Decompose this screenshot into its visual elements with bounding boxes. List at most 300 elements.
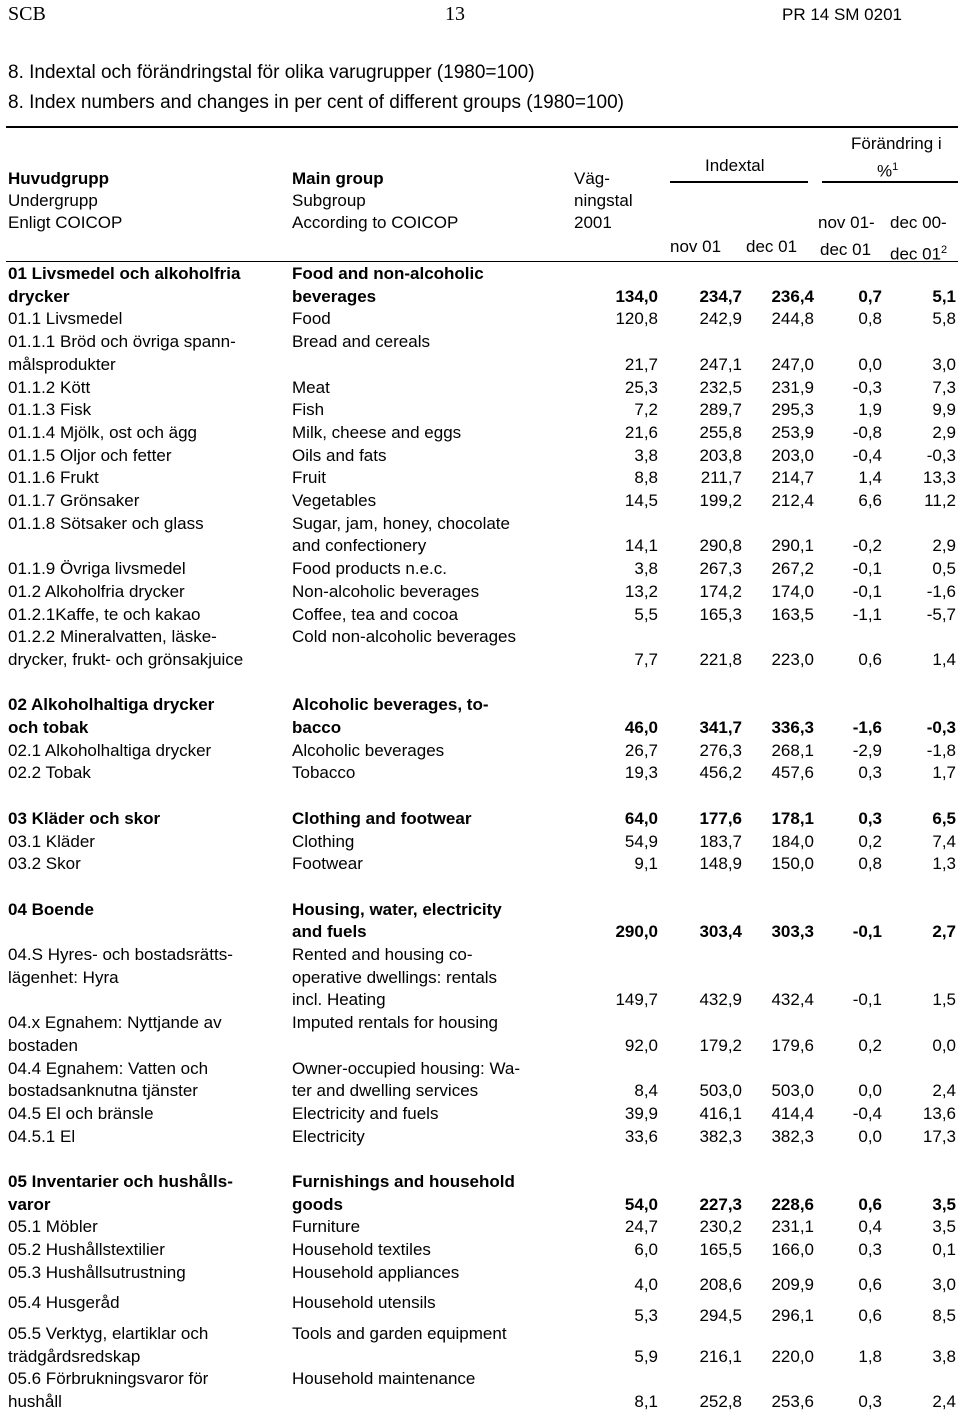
group-name-sv-line: 05.1 Möbler [8,1217,98,1237]
weight-value: 13,2 [624,581,658,601]
table-row [0,1292,960,1323]
table-row [0,1216,960,1239]
change-year-value: 3,8 [932,1346,956,1366]
group-name-en [292,626,582,671]
change-month-value: 0,0 [858,354,882,374]
group-name-sv-line: 04.x Egnahem: Nyttjande av [8,1013,222,1033]
weight-value: 25,3 [624,377,658,397]
change-year-value: 3,0 [932,354,956,374]
change-month-value: -0,8 [852,422,882,442]
group-name-en [292,899,582,944]
group-name-en-line: Fruit [292,468,326,488]
change-year-value: 0,1 [932,1240,956,1260]
change-year-value: 17,3 [922,1126,956,1146]
header-subgroup: Subgroup [292,191,366,210]
change-month-value: 0,0 [858,1126,882,1146]
index-dec01-value: 220,0 [771,1346,814,1366]
table-row [0,331,960,376]
table-title-en: 8. Index numbers and changes in per cent of different groups (1980=100) [8,92,624,113]
table-row [0,853,960,876]
group-name-sv [8,558,290,581]
group-name-sv-line: 03.1 Kläder [8,831,95,851]
change-year-value: 13,3 [922,468,956,488]
group-name-sv [8,445,290,468]
table-row [0,513,960,558]
group-name-sv-line: 03.2 Skor [8,854,81,874]
group-name-sv-line: trädgårdsredskap [8,1346,141,1366]
weight-value: 26,7 [624,740,658,760]
table-row [0,1239,960,1262]
group-name-en-line: Vegetables [292,491,377,510]
group-name-en [292,762,582,785]
top-rule [6,126,958,128]
group-name-sv [8,944,290,1012]
group-name-sv-line: drycker [8,286,70,306]
change-year-value: 2,4 [932,1392,956,1412]
group-name-en [292,831,582,854]
header-percent: %$^1$ [877,161,899,181]
table-row [0,1012,960,1057]
indextal-rule [670,181,808,183]
weight-value: 3,8 [634,559,658,579]
index-dec01-value: 457,6 [771,763,814,783]
index-nov01-value: 247,1 [699,354,742,374]
group-name-en [292,1171,582,1216]
group-name-sv [8,626,290,671]
weight-value: 21,6 [624,422,658,442]
group-name-en [292,467,582,490]
weight-value: 290,0 [615,922,658,942]
index-nov01-value: 416,1 [699,1103,742,1123]
index-nov01-value: 165,3 [699,604,742,624]
group-name-sv [8,490,290,513]
group-name-en [292,1012,582,1057]
index-nov01-value: 230,2 [699,1217,742,1237]
group-name-sv [8,1126,290,1149]
group-name-en [292,853,582,876]
group-name-sv-line: 02.1 Alkoholhaltiga drycker [8,740,212,760]
group-name-sv-line: 02.2 Tobak [8,763,91,783]
table-title-sv: 8. Indextal och förändringstal för olika varugrupper (1980=100) [8,62,535,83]
header-bottom-rule [6,261,958,262]
index-dec01-value: 290,1 [771,536,814,556]
change-month-value: 6,6 [858,491,882,510]
change-year-value: 1,3 [932,854,956,874]
index-dec01-value: 253,9 [771,422,814,442]
header-change2-line2: dec $01^2$ [890,244,948,264]
index-nov01-value: 276,3 [699,740,742,760]
group-name-en-line: Coffee, tea and cocoa [292,604,459,624]
group-name-sv [8,263,290,308]
group-name-en-line: Owner-occupied housing: Wa- [292,1058,521,1078]
change-year-value: 1,4 [932,649,956,669]
group-name-en-line: Electricity and fuels [292,1103,439,1123]
change-month-value: -0,4 [852,445,882,465]
change-year-value: 3,5 [932,1194,956,1214]
index-nov01-value: 148,9 [699,854,742,874]
change-year-value: -0,3 [926,717,956,737]
group-name-en-line: Food products n.e.c. [292,559,447,579]
group-name-en [292,808,582,831]
group-name-en [292,944,582,1012]
index-dec01-value: 178,1 [771,808,814,828]
group-name-sv [8,1239,290,1262]
weight-value: 19,3 [624,763,658,783]
group-name-sv-line: 04.5.1 El [8,1126,76,1146]
group-name-en [292,445,582,468]
change-year-value: 0,0 [932,1035,956,1055]
index-dec01-value: 432,4 [771,990,814,1010]
group-name-en-line: Clothing and footwear [292,808,472,828]
weight-value: 4,0 [634,1275,658,1295]
weight-value: 3,8 [634,445,658,465]
group-name-sv-line: 01.1.1 Bröd och övriga spann- [8,332,236,352]
group-name-en-line [292,1346,582,1369]
index-nov01-value: 216,1 [699,1346,742,1366]
group-name-en [292,513,582,558]
group-name-sv-line: 01.2.1Kaffe, te och kakao [8,604,201,624]
change-month-value: 0,4 [858,1217,882,1237]
weight-value: 64,0 [624,808,658,828]
table-row [0,1103,960,1126]
index-nov01-value: 177,6 [699,808,742,828]
index-dec01-value: 214,7 [771,468,814,488]
group-name-sv [8,694,290,739]
group-name-sv-line [8,989,290,1012]
group-name-en-line: beverages [292,286,377,306]
group-name-en-line: Household utensils [292,1293,436,1313]
index-nov01-value: 227,3 [699,1194,742,1214]
index-dec01-value: 179,6 [771,1035,814,1055]
group-name-sv-line: målsprodukter [8,354,116,374]
index-dec01-value: 296,1 [771,1305,814,1325]
group-name-sv [8,1058,290,1103]
header-main-group: Main group [292,169,384,188]
change-year-value: -0,3 [926,445,956,465]
group-name-en [292,1058,582,1103]
group-name-en [292,740,582,763]
weight-value: 54,9 [624,831,658,851]
table-row [0,399,960,422]
change-month-value: -1,6 [852,717,882,737]
table-row [0,490,960,513]
header-forandring: Förändring i [851,134,942,153]
index-nov01-value: 267,3 [699,559,742,579]
group-name-en [292,1126,582,1149]
table-row [0,422,960,445]
group-name-sv [8,308,290,331]
page-header [0,0,960,30]
header-weight-1: Väg- [574,169,610,188]
change-month-value: -0,4 [852,1103,882,1123]
table-row [0,445,960,468]
group-name-sv-line: 01.1.3 Fisk [8,400,92,420]
group-name-en [292,1103,582,1126]
group-name-en-line: Bread and cereals [292,332,430,352]
group-name-sv [8,899,290,944]
index-dec01-value: 209,9 [771,1275,814,1295]
forandring-rule [822,181,958,183]
index-dec01-value: 150,0 [771,854,814,874]
index-dec01-value: 268,1 [771,740,814,760]
group-name-en-line [292,1035,582,1058]
change-year-value: 9,9 [932,400,956,420]
table-row [0,944,960,1012]
change-year-value: 13,6 [922,1103,956,1123]
group-name-sv [8,853,290,876]
table-row [0,1171,960,1216]
group-name-en [292,331,582,376]
index-dec01-value: 267,2 [771,559,814,579]
group-name-en-line: Milk, cheese and eggs [292,422,462,442]
group-name-sv [8,422,290,445]
group-name-sv [8,831,290,854]
group-name-en-line: Food and non-alcoholic [292,264,484,283]
change-year-value: 7,3 [932,377,956,397]
group-name-en-line [292,649,582,672]
group-name-en [292,604,582,627]
group-name-en [292,490,582,513]
table-row [0,694,960,739]
change-month-value: 0,6 [858,1305,882,1325]
group-name-en [292,1239,582,1262]
change-year-value: 1,7 [932,763,956,783]
group-name-en-line: Oils and fats [292,445,387,465]
group-name-en-line: and fuels [292,922,367,942]
group-name-sv [8,377,290,400]
table-row [0,1262,960,1293]
group-name-en-line: incl. Heating [292,990,386,1010]
table-row [0,808,960,831]
group-name-sv-line: 04.S Hyres- och bostadsrätts- [8,945,233,964]
group-name-en-line: Fish [292,400,325,420]
index-nov01-value: 341,7 [699,717,742,737]
group-name-sv [8,1012,290,1057]
group-name-sv [8,1368,290,1413]
group-name-sv-line: 05.2 Hushållstextilier [8,1240,165,1260]
group-name-sv [8,331,290,376]
table-row [0,308,960,331]
weight-value: 54,0 [624,1194,658,1214]
group-name-sv-line: 04.4 Egnahem: Vatten och [8,1058,209,1078]
weight-value: 6,0 [634,1240,658,1260]
group-name-sv [8,1323,290,1368]
index-dec01-value: 244,8 [771,309,814,329]
index-dec01-value: 223,0 [771,649,814,669]
weight-value: 8,4 [634,1081,658,1101]
header-huvudgrupp: Huvudgrupp [8,169,110,188]
change-month-value: 1,8 [858,1346,882,1366]
index-dec01-value: 503,0 [771,1081,814,1101]
header-dec01: dec 01 [746,237,798,256]
table-row [0,1368,960,1413]
group-name-sv [8,740,290,763]
group-name-sv-line [8,535,290,558]
group-name-sv [8,1171,290,1216]
header-change2-line1: dec 00- [890,213,947,232]
index-nov01-value: 242,9 [699,309,742,329]
group-name-sv [8,467,290,490]
group-name-en [292,263,582,308]
group-name-en-line: Tools and garden equipment [292,1324,507,1344]
group-name-en-line: Alcoholic beverages, to- [292,695,489,715]
group-name-en-line: Non-alcoholic beverages [292,581,480,601]
group-name-sv-line: 05.6 Förbrukningsvaror för [8,1369,209,1389]
table-row [0,1058,960,1103]
group-name-sv-line: 02 Alkoholhaltiga drycker [8,695,215,715]
group-name-sv [8,1216,290,1239]
group-name-sv-line: 03 Kläder och skor [8,808,161,828]
change-month-value: -0,3 [852,377,882,397]
change-month-value: 0,6 [858,649,882,669]
index-nov01-value: 221,8 [699,649,742,669]
group-name-sv-line: 01.1.5 Oljor och fetter [8,445,172,465]
group-name-en-line [292,1391,582,1414]
group-name-sv-line: 05 Inventarier och hushålls- [8,1172,233,1191]
index-dec01-value: 174,0 [771,581,814,601]
group-name-sv [8,399,290,422]
change-month-value: -2,9 [852,740,882,760]
change-year-value: 5,8 [932,309,956,329]
change-year-value: 7,4 [932,831,956,851]
table-row [0,558,960,581]
change-year-value: 3,0 [932,1275,956,1295]
change-month-value: -0,2 [852,536,882,556]
change-month-value: -0,1 [852,559,882,579]
index-nov01-value: 203,8 [699,445,742,465]
group-name-sv-line: 04 Boende [8,899,94,919]
group-name-en-line: Food [292,309,331,329]
table-row [0,581,960,604]
group-name-sv-line: 05.3 Hushållsutrustning [8,1262,186,1282]
group-name-en-line: Meat [292,377,330,397]
change-month-value: 0,2 [858,1035,882,1055]
index-nov01-value: 199,2 [699,491,742,510]
index-dec01-value: 166,0 [771,1240,814,1260]
header-change1-line2: dec 01 [820,240,872,259]
index-nov01-value: 289,7 [699,400,742,420]
group-name-en [292,581,582,604]
group-name-sv-line: 01.2.2 Mineralvatten, läske- [8,627,217,647]
index-nov01-value: 165,5 [699,1240,742,1260]
group-name-sv-line: 01.1 Livsmedel [8,309,123,329]
index-dec01-value: 382,3 [771,1126,814,1146]
weight-value: 92,0 [624,1035,658,1055]
group-name-sv-line: 01.1.9 Övriga livsmedel [8,559,186,579]
change-year-value: 0,5 [932,559,956,579]
group-name-en-line: Footwear [292,854,363,874]
group-name-en-line: goods [292,1194,343,1214]
group-name-en-line: Housing, water, electricity [292,899,502,919]
index-dec01-value: 212,4 [771,491,814,510]
group-name-en-line: Alcoholic beverages [292,740,445,760]
table-row [0,1323,960,1368]
change-month-value: 0,6 [858,1194,882,1214]
weight-value: 39,9 [624,1103,658,1123]
group-name-sv-line: lägenhet: Hyra [8,967,119,987]
group-name-en [292,1323,582,1368]
index-nov01-value: 303,4 [699,922,742,942]
group-name-sv [8,581,290,604]
group-name-sv-line: hushåll [8,1392,62,1412]
group-name-en-line: and confectionery [292,536,427,556]
table-row [0,1126,960,1149]
index-nov01-value: 456,2 [699,763,742,783]
index-dec01-value: 228,6 [771,1194,814,1214]
table-row [0,740,960,763]
change-year-value: -1,8 [926,740,956,760]
header-enligt-coicop: Enligt COICOP [8,213,123,232]
weight-value: 24,7 [624,1217,658,1237]
table-row [0,762,960,785]
group-name-en-line: operative dwellings: rentals [292,967,498,987]
change-month-value: 0,0 [858,1081,882,1101]
group-name-sv [8,1103,290,1126]
group-name-en-line: Sugar, jam, honey, chocolate [292,513,510,533]
report-code: PR 14 SM 0201 [781,5,902,24]
change-year-value: 11,2 [924,491,956,510]
change-month-value: 0,8 [858,309,882,329]
change-year-value: 8,5 [932,1305,956,1325]
weight-value: 120,8 [615,309,658,329]
change-year-value: 2,4 [932,1081,956,1101]
group-name-en [292,308,582,331]
index-nov01-value: 179,2 [699,1035,742,1055]
weight-value: 46,0 [624,717,658,737]
header-indextal: Indextal [705,156,765,175]
index-nov01-value: 252,8 [699,1392,742,1412]
group-name-en-line: Electricity [292,1126,365,1146]
group-name-sv-line: 01.2 Alkoholfria drycker [8,581,185,601]
group-name-sv [8,808,290,831]
header-according-coicop: According to COICOP [292,213,459,232]
group-name-en [292,1368,582,1413]
change-month-value: -0,1 [852,922,882,942]
group-name-en [292,694,582,739]
index-dec01-value: 231,1 [771,1217,814,1237]
change-month-value: 0,3 [858,1240,882,1260]
group-name-en-line: Furniture [292,1217,361,1237]
group-name-sv-line: 01.1.6 Frukt [8,468,99,488]
change-month-value: 0,3 [858,763,882,783]
weight-value: 21,7 [624,354,658,374]
group-name-en [292,558,582,581]
index-nov01-value: 255,8 [699,422,742,442]
index-nov01-value: 290,8 [699,536,742,556]
weight-value: 7,7 [634,649,658,669]
table-row [0,604,960,627]
index-nov01-value: 432,9 [699,990,742,1010]
change-year-value: 2,9 [932,422,956,442]
group-name-sv [8,762,290,785]
group-name-sv-line: 04.5 El och bränsle [8,1103,154,1123]
change-month-value: -1,1 [852,604,882,624]
group-name-en-line: Cold non-alcoholic beverages [292,627,516,647]
table-row [0,263,960,308]
group-name-en [292,377,582,400]
group-name-en-line: Household textiles [292,1240,431,1260]
header-change1-line1: nov 01- [818,213,875,232]
change-month-value: 0,3 [858,808,882,828]
change-month-value: -0,1 [852,990,882,1010]
group-name-en-line: Clothing [292,831,355,851]
group-name-sv-line: bostadsanknutna tjänster [8,1081,198,1101]
page-number: 13 [445,3,465,25]
change-year-value: -1,6 [926,581,956,601]
weight-value: 8,8 [634,468,658,488]
index-dec01-value: 303,3 [771,922,814,942]
weight-value: 149,7 [615,990,658,1010]
